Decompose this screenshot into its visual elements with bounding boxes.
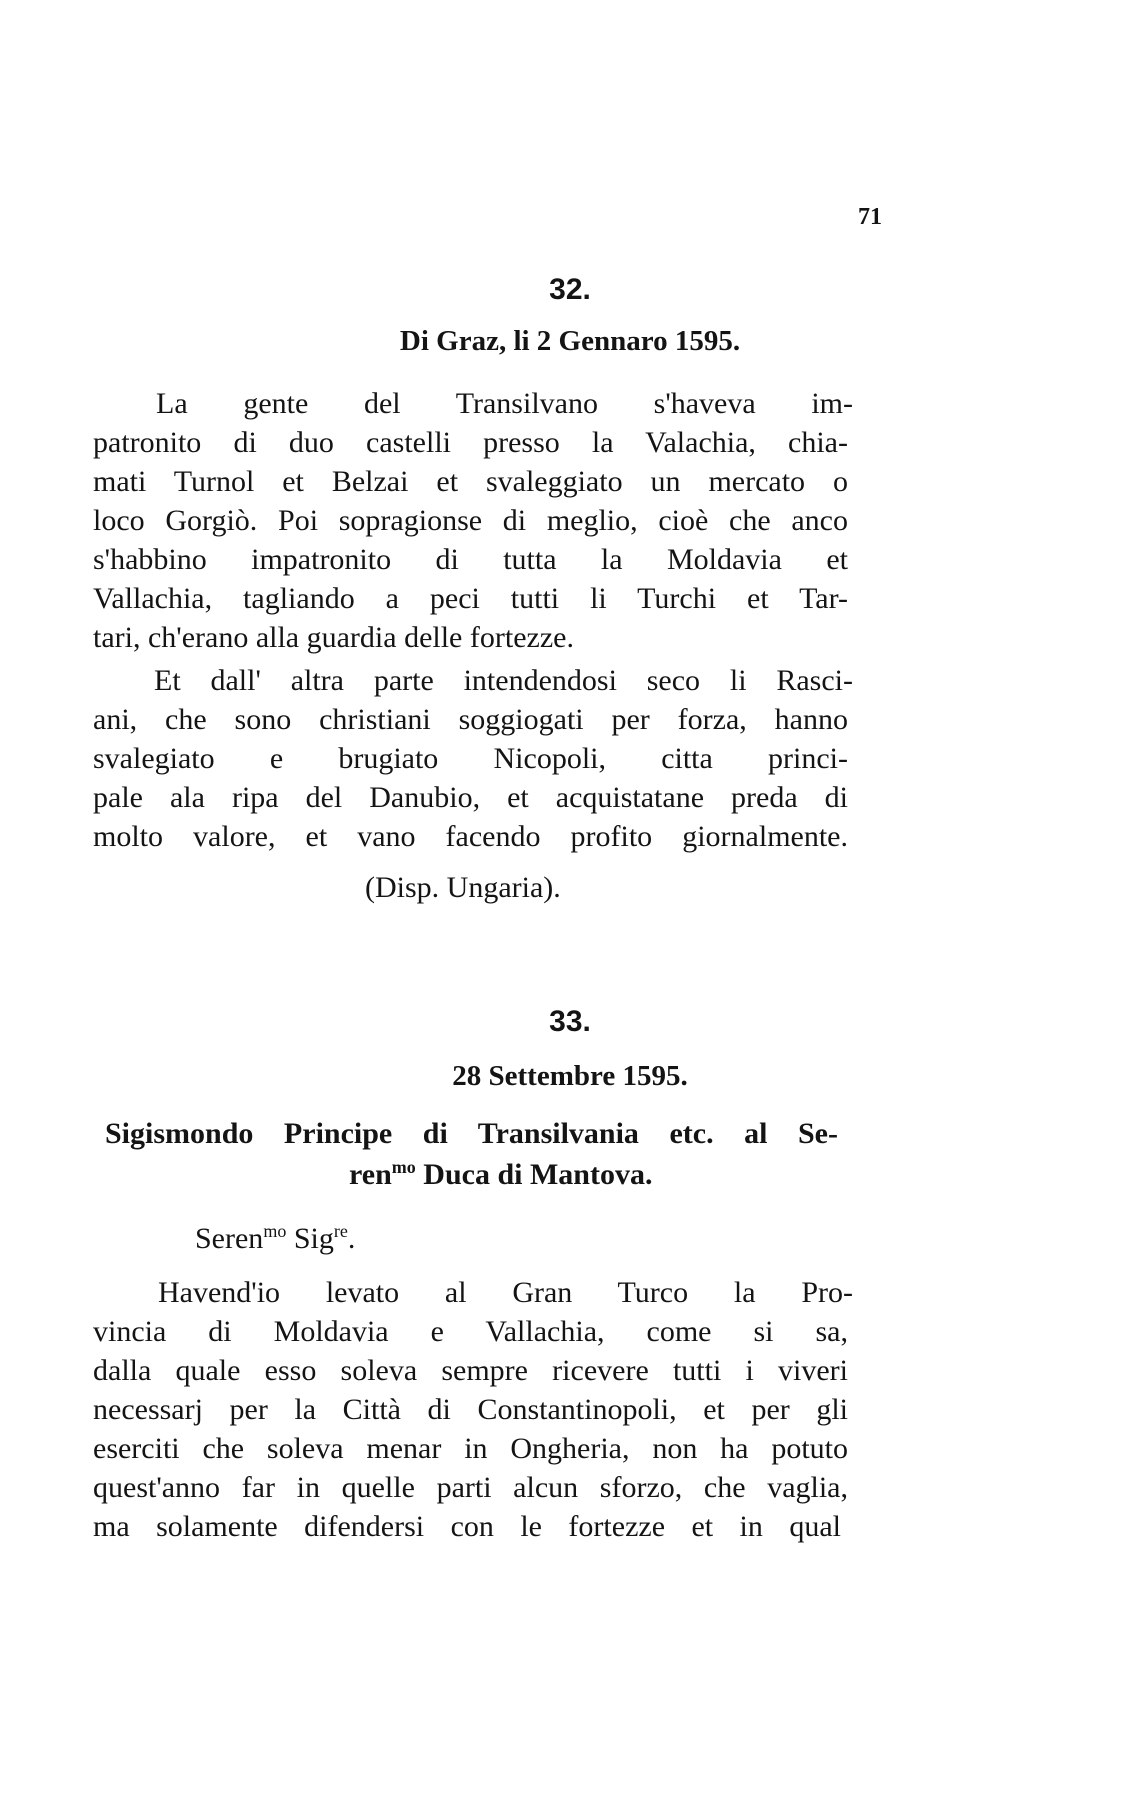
salutation-text: Seren [195, 1222, 264, 1255]
paragraph-line: mati Turnol et Belzai et svaleggiato un mercato o [93, 465, 848, 498]
salutation-text: Sig [286, 1222, 334, 1255]
paragraph-line: quest'anno far in quelle parti alcun sforzo, che vaglia, [93, 1471, 848, 1504]
paragraph-line: svalegiato e brugiato Nicopoli, citta princi- [93, 742, 848, 775]
letter-heading: Sigismondo Principe di Transilvania etc. al Se- [105, 1117, 838, 1150]
salutation [195, 1221, 355, 1257]
document-date-33: 28 Settembre 1595. [452, 1060, 688, 1092]
paragraph-line: patronito di duo castelli presso la Valachia, chia- [93, 426, 848, 459]
paragraph-line: eserciti che soleva menar in Ongheria, non ha potuto [93, 1432, 848, 1465]
paragraph-line: Havend'io levato al Gran Turco la Pro- [158, 1276, 853, 1309]
salutation-superscript: re [333, 1221, 348, 1241]
paragraph-line: tari, ch'erano alla guardia delle fortezze. [93, 621, 574, 654]
source-note: (Disp. Ungaria). [365, 871, 561, 904]
salutation-superscript: mo [263, 1221, 287, 1241]
heading-superscript: mo [391, 1157, 416, 1177]
paragraph-line: ani, che sono christiani soggiogati per forza, hanno [93, 703, 848, 736]
paragraph-line: dalla quale esso soleva sempre ricevere tutti i viveri [93, 1354, 848, 1387]
heading-text: ren [349, 1158, 392, 1191]
paragraph-line: Et dall' altra parte intendendosi seco li Rasci- [154, 664, 853, 697]
document-number-33: 33. [549, 1005, 591, 1038]
paragraph-line: loco Gorgiò. Poi sopragionse di meglio, cioè che anco [93, 504, 848, 537]
paragraph-line: pale ala ripa del Danubio, et acquistatane preda di [93, 781, 848, 814]
salutation-text: . [347, 1222, 356, 1255]
paragraph-line: necessarj per la Città di Constantinopoli, et per gli [93, 1393, 848, 1426]
paragraph-line: molto valore, et vano facendo profito giornalmente. [93, 820, 848, 853]
paragraph-line: Vallachia, tagliando a peci tutti li Turchi et Tar- [93, 582, 848, 615]
paragraph-line: s'habbino impatronito di tutta la Moldavia et [93, 543, 848, 576]
page-number: 71 [858, 204, 882, 230]
heading-text: Duca di Mantova. [415, 1158, 653, 1191]
document-number-32: 32. [549, 273, 591, 306]
paragraph-line: vincia di Moldavia e Vallachia, come si sa, [93, 1315, 848, 1348]
paragraph-line: ma solamente difendersi con le fortezze et in qual [93, 1510, 841, 1543]
document-date-32: Di Graz, li 2 Gennaro 1595. [399, 325, 741, 357]
paragraph-line: La gente del Transilvano s'haveva im- [156, 387, 853, 420]
letter-heading-continued [349, 1157, 652, 1193]
